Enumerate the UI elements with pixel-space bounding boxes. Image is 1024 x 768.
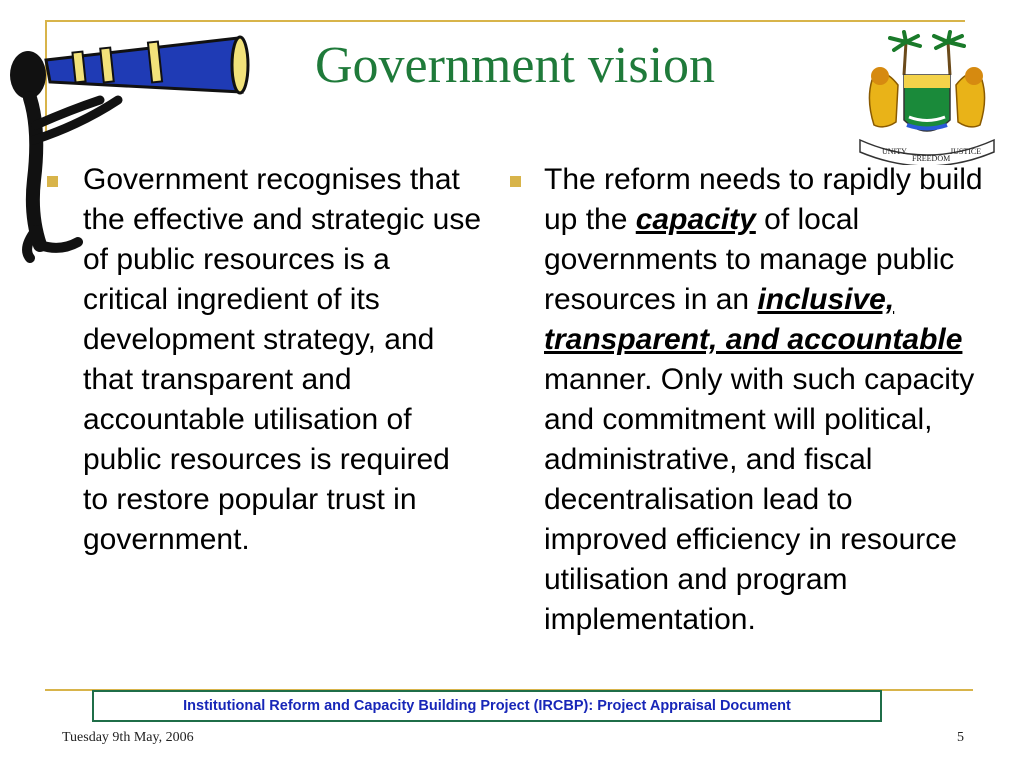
slide-date: Tuesday 9th May, 2006: [62, 730, 194, 745]
right-text-part1: The reform needs to rapidly build up the: [544, 163, 983, 236]
emphasis-capacity: capacity: [635, 203, 756, 236]
bullet-marker: [47, 176, 58, 187]
footer-banner: [92, 690, 882, 722]
right-text-part2: of local governments to manage public resources in an: [544, 203, 955, 316]
bullet-marker: [510, 176, 521, 187]
page-number: 5: [957, 730, 964, 745]
motto-freedom: FREEDOM: [912, 154, 951, 163]
slide-title: Government vision: [314, 37, 716, 94]
right-text-part3: manner. Only with such capacity and commitment will political, administrative, and fiscal decentralisation lead to improved efficiency in resource utilisation and program implementation.: [544, 363, 975, 636]
coat-of-arms-icon: [852, 30, 1002, 165]
left-bullet-text: Government recognises that the effective and strategic use of public resources is a critical ingredient of its development strategy, and that transparent and accountable utilisation of public resources is required to restore popular trust in government.: [83, 163, 482, 556]
top-rule: [45, 20, 965, 22]
right-bullet-text: [544, 160, 984, 640]
motto-unity: UNITY: [882, 147, 907, 156]
emphasis-inclusive: inclusive, transparent, and accountable: [544, 283, 963, 356]
motto-justice: JUSTICE: [950, 147, 982, 156]
footer-banner-text: Institutional Reform and Capacity Building Project (IRCBP): Project Appraisal Document: [183, 698, 791, 714]
